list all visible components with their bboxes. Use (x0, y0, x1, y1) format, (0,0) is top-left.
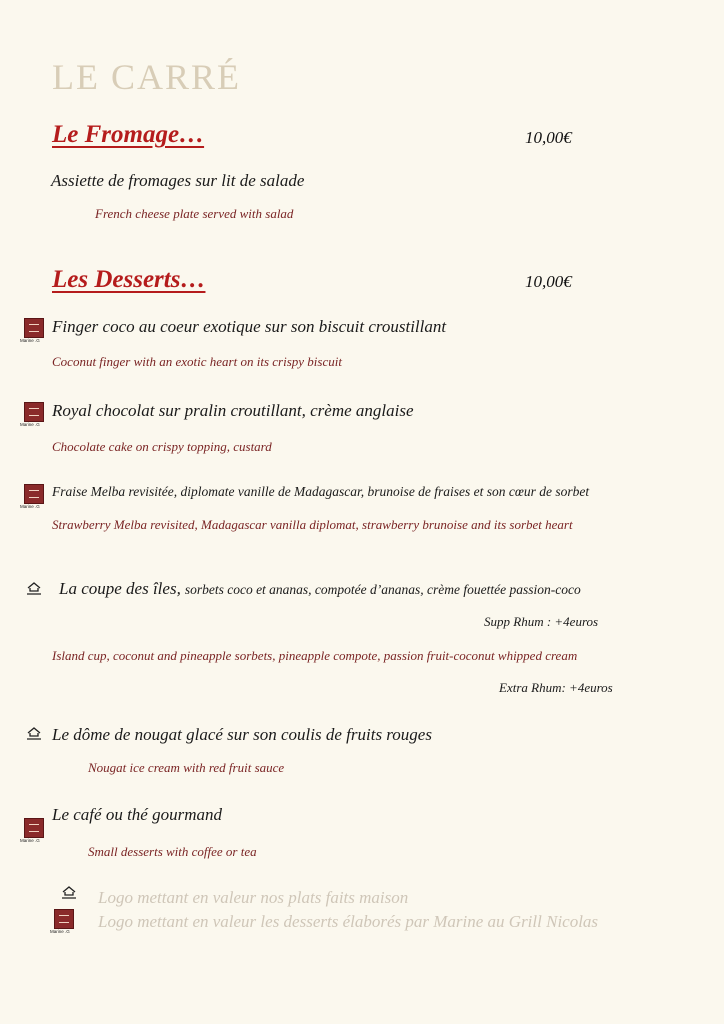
dessert-en: Small desserts with coffee or tea (88, 844, 257, 859)
dessert-fr: Le café ou thé gourmand (52, 805, 222, 824)
dessert-fr: Fraise Melba revisitée, diplomate vanille de Madagascar, brunoise de fraises et son cœur de sorbet (52, 484, 590, 499)
marine-logo-icon: Marine .G (20, 818, 46, 848)
dessert-fr-rest: sorbets coco et ananas, compotée d’ananas, crème fouettée passion-coco (184, 582, 581, 597)
marine-logo-icon: Marine .G (20, 402, 46, 432)
brand-title: LE CARRÉ (52, 57, 242, 97)
dessert-fr: Le dôme de nougat glacé sur son coulis de fruits rouges (52, 725, 432, 744)
supp-rhum: Supp Rhum : +4euros (484, 614, 599, 629)
dessert-en: Coconut finger with an exotic heart on its crispy biscuit (52, 354, 342, 369)
marine-logo-icon: Marine .G (50, 909, 76, 939)
dessert-fr: Finger coco au coeur exotique sur son biscuit croustillant (52, 317, 447, 336)
marine-logo-icon: Marine .G (20, 318, 46, 348)
dessert-fr-line (59, 579, 581, 599)
dessert-fr-main: La coupe des îles, (59, 579, 181, 598)
marine-logo-icon: Marine .G (20, 484, 46, 514)
section-title-fromage: Le Fromage… (52, 121, 205, 148)
dessert-en: Island cup, coconut and pineapple sorbets, pineapple compote, passion fruit-coconut whipped cream (52, 648, 578, 663)
section-title-desserts: Les Desserts… (52, 266, 206, 293)
price-desserts: 10,00€ (525, 272, 572, 291)
dessert-en: Strawberry Melba revisited, Madagascar vanilla diplomat, strawberry brunoise and its sorbet heart (52, 517, 573, 532)
item-fr: Assiette de fromages sur lit de salade (51, 171, 305, 190)
legend-marine: Logo mettant en valeur les desserts élaborés par Marine au Grill Nicolas (98, 912, 599, 931)
dessert-en: Nougat ice cream with red fruit sauce (88, 760, 285, 775)
price-fromage: 10,00€ (525, 128, 572, 147)
legend-homemade: Logo mettant en valeur nos plats faits maison (98, 888, 409, 907)
house-icon (25, 581, 43, 597)
extra-rhum: Extra Rhum: +4euros (499, 680, 613, 695)
item-en: French cheese plate served with salad (95, 206, 294, 221)
house-icon (60, 885, 78, 901)
dessert-fr: Royal chocolat sur pralin croutillant, crème anglaise (52, 401, 414, 420)
dessert-en: Chocolate cake on crispy topping, custard (52, 439, 272, 454)
house-icon (25, 726, 43, 742)
